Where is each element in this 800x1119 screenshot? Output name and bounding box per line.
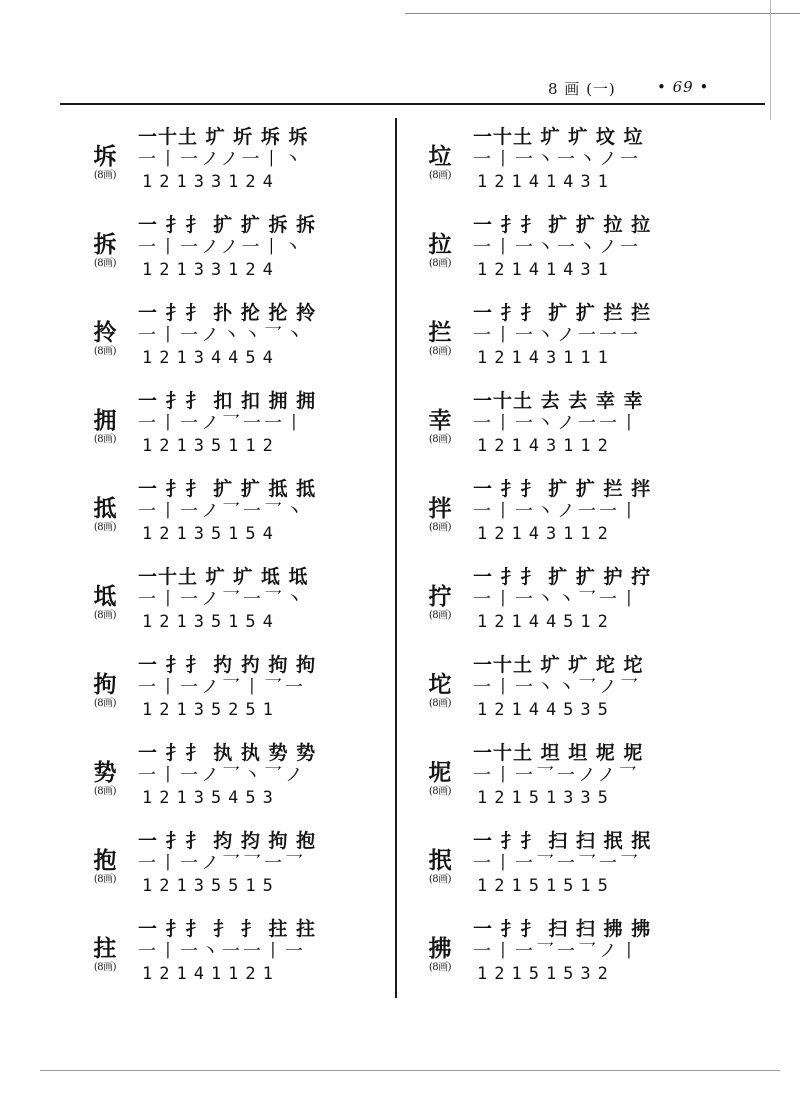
scan-line-top (405, 13, 800, 14)
headword: 拄 (93, 935, 117, 962)
stroke-shapes: 一丨一丶丶乛一丨 (473, 589, 641, 610)
headword: 幸 (428, 407, 452, 434)
scan-line-bottom (40, 1070, 780, 1071)
stroke-codes: 12141121 (142, 964, 280, 984)
stroke-build-sequence: 一 扌扌 扫 扫 抿 抿 (473, 830, 652, 852)
stroke-shapes: 一丨一丶ノ一一丨 (473, 501, 641, 522)
stroke-build-sequence: 一十土 去 去 幸 幸 (473, 390, 644, 412)
stroke-shapes: 一丨一ノノ一丨丶 (138, 149, 305, 170)
character-entry (415, 374, 745, 462)
stroke-build-sequence: 一 扌扌 扩 扩 拦 拌 (473, 478, 652, 500)
stroke-codes: 12135154 (142, 612, 280, 632)
character-box (80, 374, 130, 462)
headword: 坻 (93, 583, 117, 610)
headword: 拘 (93, 671, 117, 698)
character-box (80, 198, 130, 286)
stroke-codes: 12135453 (142, 788, 280, 808)
stroke-shapes: 一丨一乛一ノノ乛 (473, 765, 640, 786)
stroke-codes: 12135112 (142, 436, 280, 456)
stroke-codes: 12133124 (142, 260, 280, 280)
stroke-shapes: 一丨一ノ乛丶乛ノ (138, 765, 306, 786)
page-number: • 69 • (657, 78, 710, 96)
headword: 势 (93, 759, 117, 786)
character-entry (415, 462, 745, 550)
stroke-codes: 12151532 (477, 964, 615, 984)
stroke-shapes: 一丨一乛一乛ノ丨 (473, 941, 641, 962)
header-rule (60, 103, 765, 105)
character-box (80, 462, 130, 550)
stroke-build-sequence: 一 扌扌 扌 扌 拄 拄 (138, 918, 317, 940)
character-entry (80, 462, 410, 550)
stroke-count-tag: (8画) (93, 258, 117, 269)
headword: 拂 (428, 935, 452, 962)
stroke-codes: 12133124 (142, 172, 280, 192)
character-entry (80, 814, 410, 902)
stroke-count-tag: (8画) (428, 610, 452, 621)
character-entry (415, 286, 745, 374)
stroke-shapes: 一丨一ノ乛一乛丶 (138, 589, 306, 610)
stroke-build-sequence: 一 扌扌 扣 扣 拥 拥 (138, 390, 317, 412)
stroke-codes: 12143111 (477, 348, 615, 368)
stroke-shapes: 一丨一ノノ一丨丶 (138, 237, 305, 258)
character-entry (80, 550, 410, 638)
stroke-shapes: 一丨一丶丶乛ノ乛 (473, 677, 641, 698)
character-box (80, 550, 130, 638)
stroke-count-tag: (8画) (93, 522, 117, 533)
stroke-shapes: 一丨一ノ乛一乛丶 (138, 501, 306, 522)
stroke-count-tag: (8画) (93, 698, 117, 709)
character-entry (415, 902, 745, 990)
stroke-build-sequence: 一十土 坦 坦 坭 坭 (473, 742, 644, 764)
character-box (415, 550, 465, 638)
stroke-build-sequence: 一 扌扌 扩 扩 抵 抵 (138, 478, 317, 500)
headword: 拌 (428, 495, 452, 522)
headword: 坭 (428, 759, 452, 786)
stroke-shapes: 一丨一ノ乛丨乛一 (138, 677, 306, 698)
stroke-count-tag: (8画) (428, 170, 452, 181)
stroke-build-sequence: 一 扌扌 扩 扩 拉 拉 (473, 214, 652, 236)
character-box (80, 902, 130, 990)
headword: 垃 (428, 143, 452, 170)
stroke-build-sequence: 一 扌扌 执 执 势 势 (138, 742, 317, 764)
character-box (415, 198, 465, 286)
section-label: 8 画 (一) (548, 80, 616, 98)
stroke-shapes: 一丨一ノ丶丶乛丶 (138, 325, 306, 346)
character-box (80, 110, 130, 198)
character-box (415, 462, 465, 550)
stroke-build-sequence: 一 扌扌 抣 抣 拘 抱 (138, 830, 317, 852)
stroke-count-tag: (8画) (428, 962, 452, 973)
character-box (80, 286, 130, 374)
headword: 抱 (93, 847, 117, 874)
stroke-count-tag: (8画) (428, 346, 452, 357)
stroke-count-tag: (8画) (93, 346, 117, 357)
stroke-shapes: 一丨一丶一丶ノ一 (473, 149, 641, 170)
headword: 坨 (428, 671, 452, 698)
stroke-build-sequence: 一 扌扌 扫 扫 拂 拂 (473, 918, 652, 940)
stroke-codes: 12151335 (477, 788, 615, 808)
stroke-count-tag: (8画) (428, 874, 452, 885)
stroke-codes: 12135515 (142, 876, 280, 896)
stroke-codes: 12143112 (477, 524, 615, 544)
stroke-build-sequence: 一十土 圹 圻 坼 坼 (138, 126, 309, 148)
stroke-count-tag: (8画) (428, 522, 452, 533)
character-entry (415, 550, 745, 638)
stroke-shapes: 一丨一ノ乛一一丨 (138, 413, 306, 434)
stroke-codes: 12135154 (142, 524, 280, 544)
character-entry (415, 814, 745, 902)
stroke-count-tag: (8画) (93, 610, 117, 621)
character-box (415, 902, 465, 990)
character-entry (80, 198, 410, 286)
stroke-build-sequence: 一十土 圹 圹 坨 坨 (473, 654, 644, 676)
stroke-codes: 12134454 (142, 348, 280, 368)
stroke-count-tag: (8画) (93, 786, 117, 797)
character-box (80, 638, 130, 726)
character-box (80, 726, 130, 814)
stroke-build-sequence: 一 扌扌 扩 扩 护 拧 (473, 566, 652, 588)
stroke-count-tag: (8画) (428, 258, 452, 269)
headword: 抿 (428, 847, 452, 874)
stroke-codes: 12141431 (477, 260, 615, 280)
stroke-count-tag: (8画) (428, 786, 452, 797)
headword: 拧 (428, 583, 452, 610)
character-entry (80, 374, 410, 462)
character-entry (415, 110, 745, 198)
stroke-build-sequence: 一 扌扌 扩 扩 拦 拦 (473, 302, 652, 324)
character-box (415, 726, 465, 814)
character-box (415, 286, 465, 374)
character-box (415, 374, 465, 462)
stroke-codes: 12143112 (477, 436, 615, 456)
stroke-build-sequence: 一 扌扌 扑 抡 抡 拎 (138, 302, 317, 324)
stroke-codes: 12151515 (477, 876, 615, 896)
character-entry (415, 198, 745, 286)
headword: 拎 (93, 319, 117, 346)
stroke-build-sequence: 一十土 圹 圹 坟 垃 (473, 126, 644, 148)
headword: 拉 (428, 231, 452, 258)
character-entry (80, 726, 410, 814)
character-entry (415, 638, 745, 726)
headword: 坼 (93, 143, 117, 170)
stroke-build-sequence: 一 扌扌 扚 扚 拘 拘 (138, 654, 317, 676)
stroke-shapes: 一丨一丶ノ一一一 (473, 325, 641, 346)
character-box (415, 814, 465, 902)
character-box (415, 638, 465, 726)
scan-line-right (770, 0, 771, 120)
stroke-shapes: 一丨一ノ乛乛一乛 (138, 853, 306, 874)
stroke-count-tag: (8画) (93, 874, 117, 885)
stroke-build-sequence: 一 扌扌 扩 扩 拆 拆 (138, 214, 317, 236)
stroke-count-tag: (8画) (428, 698, 452, 709)
stroke-count-tag: (8画) (93, 170, 117, 181)
stroke-build-sequence: 一十土 圹 圹 坻 坻 (138, 566, 309, 588)
character-entry (80, 638, 410, 726)
stroke-codes: 12141431 (477, 172, 615, 192)
stroke-codes: 12144512 (477, 612, 615, 632)
character-entry (80, 110, 410, 198)
stroke-codes: 12135251 (142, 700, 280, 720)
character-entry (80, 286, 410, 374)
character-box (415, 110, 465, 198)
headword: 拆 (93, 231, 117, 258)
headword: 拥 (93, 407, 117, 434)
stroke-shapes: 一丨一乛一乛一乛 (473, 853, 641, 874)
stroke-shapes: 一丨一丶一丶ノ一 (473, 237, 641, 258)
stroke-shapes: 一丨一丶ノ一一丨 (473, 413, 641, 434)
stroke-count-tag: (8画) (428, 434, 452, 445)
headword: 抵 (93, 495, 117, 522)
headword: 拦 (428, 319, 452, 346)
character-entry (80, 902, 410, 990)
stroke-shapes: 一丨一丶一一丨一 (138, 941, 306, 962)
stroke-count-tag: (8画) (93, 962, 117, 973)
character-box (80, 814, 130, 902)
stroke-codes: 12144535 (477, 700, 615, 720)
stroke-count-tag: (8画) (93, 434, 117, 445)
character-entry (415, 726, 745, 814)
